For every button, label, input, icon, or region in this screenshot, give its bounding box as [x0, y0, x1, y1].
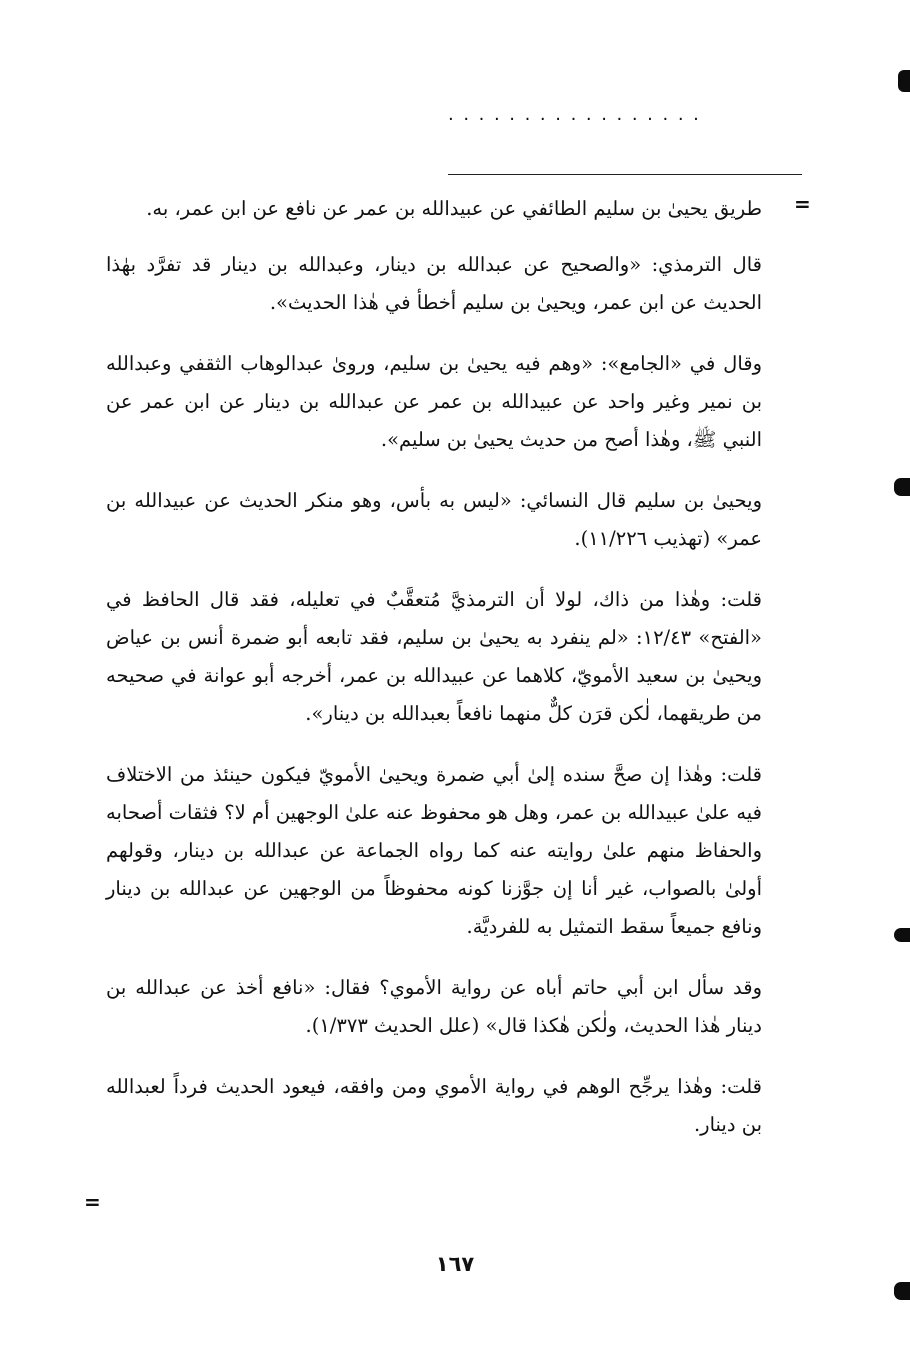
binding-edge-mark: [894, 478, 910, 496]
paragraph: وقال في «الجامع»: «وهم فيه يحيىٰ بن سليم، وروىٰ عبدالوهاب الثقفي وعبدالله بن نمير وغير واحد عن عبيدالله بن عمر عن عبدالله بن دينار عن ابن عمر عن النبي ﷺ، وهٰذا أصح من حديث يحيىٰ بن سليم».: [106, 352, 762, 451]
binding-edge-mark: [894, 1282, 910, 1300]
paragraph: قلت: وهٰذا يرجِّح الوهم في رواية الأموي ومن وافقه، فيعود الحديث فرداً لعبدالله بن دينار.: [106, 1075, 762, 1136]
paragraph: وقد سأل ابن أبي حاتم أباه عن رواية الأموي؟ فقال: «نافع أخذ عن عبدالله بن دينار هٰذا الحديث، ولٰكن هٰكذا قال» (علل الحديث ١/٣٧٣).: [106, 976, 762, 1037]
paragraph: قلت: وهٰذا إن صحَّ سنده إلىٰ أبي ضمرة ويحيىٰ الأمويّ فيكون حينئذ من الاختلاف فيه علىٰ عبيدالله بن عمر، وهل هو محفوظ عنه علىٰ الوجهين أم لا؟ فثقات أصحابه والحفاظ منهم علىٰ روايته عنه كما رواه الجماعة عن عبدالله بن دينار، وقولهم أولىٰ بالصواب، غير أنا إن جوَّزنا كونه محفوظاً من الوجهين عن عبدالله بن دينار ونافع جميعاً سقط التمثيل به للفرديَّة.: [106, 763, 762, 938]
paragraph: ويحيىٰ بن سليم قال النسائي: «ليس به بأس، وهو منكر الحديث عن عبيدالله بن عمر» (تهذيب ١١/٢٢٦).: [106, 489, 762, 550]
paragraph: قلت: وهٰذا من ذاك، لولا أن الترمذيَّ مُتعقَّبٌ في تعليله، فقد قال الحافظ في «الفتح» ١٢/٤٣: «لم ينفرد به يحيىٰ بن سليم، فقد تابعه أبو ضمرة أنس بن عياض ويحيىٰ بن سعيد الأمويّ، كلاهما عن عبيدالله بن عمر، أخرجه أبو عوانة في صحيحه من طريقهما، لٰكن قرَن كلٌّ منهما نافعاً بعبدالله بن دينار».: [106, 588, 762, 725]
page-number: ١٦٧: [435, 1252, 475, 1276]
binding-edge-mark: [894, 928, 910, 942]
paragraph: قال الترمذي: «والصحيح عن عبدالله بن دينار، وعبدالله بن دينار قد تفرَّد بهٰذا الحديث عن ابن عمر، ويحيىٰ بن سليم أخطأ في هٰذا الحديث».: [106, 253, 762, 314]
header-dots: .................: [448, 104, 709, 125]
continuation-marker-top: =: [794, 192, 811, 216]
paragraph: طريق يحيىٰ بن سليم الطائفي عن عبيدالله بن عمر عن نافع عن ابن عمر، به.: [146, 197, 762, 220]
separator-rule: [448, 174, 802, 175]
footnote-text: [106, 190, 762, 1167]
continuation-marker-bottom: =: [84, 1190, 101, 1214]
binding-edge-mark: [898, 70, 910, 92]
